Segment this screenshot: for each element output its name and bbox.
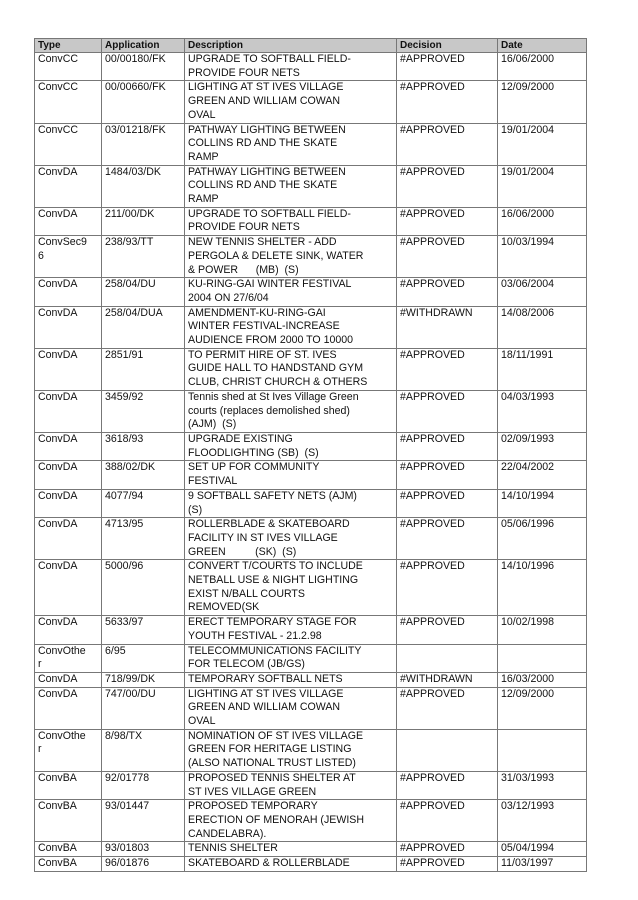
date-cell: 22/04/2002 bbox=[498, 461, 587, 489]
decision-cell: #APPROVED bbox=[397, 348, 498, 390]
table-row bbox=[35, 432, 587, 460]
date-cell: 02/09/1993 bbox=[498, 432, 587, 460]
type-cell: ConvBA bbox=[35, 800, 102, 842]
table-row bbox=[35, 306, 587, 348]
type-cell: ConvDA bbox=[35, 348, 102, 390]
col-header-description: Description bbox=[185, 39, 397, 53]
decision-cell: #APPROVED bbox=[397, 278, 498, 306]
application-cell: 00/00180/FK bbox=[102, 53, 185, 81]
application-cell: 93/01803 bbox=[102, 842, 185, 857]
type-cell: ConvDA bbox=[35, 616, 102, 644]
application-cell: 747/00/DU bbox=[102, 687, 185, 729]
table-row bbox=[35, 729, 587, 771]
description-cell: ERECT TEMPORARY STAGE FOR YOUTH FESTIVAL - 21.2.98 bbox=[185, 616, 397, 644]
description-cell: TEMPORARY SOFTBALL NETS bbox=[185, 672, 397, 687]
date-cell: 14/10/1994 bbox=[498, 489, 587, 517]
description-cell: TO PERMIT HIRE OF ST. IVES GUIDE HALL TO HANDSTAND GYM CLUB, CHRIST CHURCH & OTHERS bbox=[185, 348, 397, 390]
description-cell: UPGRADE EXISTING FLOODLIGHTING (SB) (S) bbox=[185, 432, 397, 460]
type-cell: ConvDA bbox=[35, 518, 102, 560]
application-cell: 718/99/DK bbox=[102, 672, 185, 687]
date-cell bbox=[498, 729, 587, 771]
table-row bbox=[35, 842, 587, 857]
application-cell: 4713/95 bbox=[102, 518, 185, 560]
decision-cell: #APPROVED bbox=[397, 123, 498, 165]
table-row bbox=[35, 687, 587, 729]
application-cell: 2851/91 bbox=[102, 348, 185, 390]
type-cell: ConvCC bbox=[35, 53, 102, 81]
description-cell: UPGRADE TO SOFTBALL FIELD- PROVIDE FOUR NETS bbox=[185, 207, 397, 235]
type-cell: ConvDA bbox=[35, 687, 102, 729]
description-cell: LIGHTING AT ST IVES VILLAGE GREEN AND WILLIAM COWAN OVAL bbox=[185, 687, 397, 729]
decision-cell: #APPROVED bbox=[397, 432, 498, 460]
date-cell: 04/03/1993 bbox=[498, 390, 587, 432]
application-cell: 93/01447 bbox=[102, 800, 185, 842]
table-row bbox=[35, 518, 587, 560]
application-cell: 388/02/DK bbox=[102, 461, 185, 489]
type-cell: ConvBA bbox=[35, 771, 102, 799]
decision-cell: #WITHDRAWN bbox=[397, 306, 498, 348]
date-cell: 16/06/2000 bbox=[498, 207, 587, 235]
application-cell: 96/01876 bbox=[102, 857, 185, 872]
date-cell: 03/06/2004 bbox=[498, 278, 587, 306]
description-cell: PATHWAY LIGHTING BETWEEN COLLINS RD AND THE SKATE RAMP bbox=[185, 165, 397, 207]
decision-cell: #APPROVED bbox=[397, 165, 498, 207]
application-cell: 03/01218/FK bbox=[102, 123, 185, 165]
table-row bbox=[35, 123, 587, 165]
decision-cell: #APPROVED bbox=[397, 461, 498, 489]
date-cell bbox=[498, 644, 587, 672]
description-cell: PROPOSED TENNIS SHELTER AT ST IVES VILLAGE GREEN bbox=[185, 771, 397, 799]
application-cell: 8/98/TX bbox=[102, 729, 185, 771]
decision-cell: #APPROVED bbox=[397, 390, 498, 432]
table-row bbox=[35, 857, 587, 872]
application-cell: 4077/94 bbox=[102, 489, 185, 517]
table-row bbox=[35, 278, 587, 306]
table-body bbox=[35, 53, 587, 872]
decision-cell: #APPROVED bbox=[397, 800, 498, 842]
date-cell: 19/01/2004 bbox=[498, 165, 587, 207]
date-cell: 10/02/1998 bbox=[498, 616, 587, 644]
description-cell: NEW TENNIS SHELTER - ADD PERGOLA & DELETE SINK, WATER & POWER (MB) (S) bbox=[185, 236, 397, 278]
description-cell: PATHWAY LIGHTING BETWEEN COLLINS RD AND THE SKATE RAMP bbox=[185, 123, 397, 165]
date-cell: 19/01/2004 bbox=[498, 123, 587, 165]
col-header-type: Type bbox=[35, 39, 102, 53]
decision-cell: #APPROVED bbox=[397, 53, 498, 81]
table-row bbox=[35, 489, 587, 517]
decision-cell: #APPROVED bbox=[397, 687, 498, 729]
date-cell: 03/12/1993 bbox=[498, 800, 587, 842]
type-cell: ConvCC bbox=[35, 81, 102, 123]
table-row bbox=[35, 461, 587, 489]
header-row bbox=[35, 39, 587, 53]
table-row bbox=[35, 53, 587, 81]
application-cell: 5633/97 bbox=[102, 616, 185, 644]
application-cell: 3459/92 bbox=[102, 390, 185, 432]
type-cell: ConvDA bbox=[35, 278, 102, 306]
table-row bbox=[35, 348, 587, 390]
date-cell: 10/03/1994 bbox=[498, 236, 587, 278]
type-cell: ConvDA bbox=[35, 489, 102, 517]
decision-cell: #APPROVED bbox=[397, 560, 498, 616]
date-cell: 16/06/2000 bbox=[498, 53, 587, 81]
description-cell: SKATEBOARD & ROLLERBLADE bbox=[185, 857, 397, 872]
application-cell: 3618/93 bbox=[102, 432, 185, 460]
date-cell: 31/03/1993 bbox=[498, 771, 587, 799]
application-cell: 238/93/TT bbox=[102, 236, 185, 278]
description-cell: LIGHTING AT ST IVES VILLAGE GREEN AND WILLIAM COWAN OVAL bbox=[185, 81, 397, 123]
table-row bbox=[35, 81, 587, 123]
decision-cell bbox=[397, 729, 498, 771]
description-cell: UPGRADE TO SOFTBALL FIELD- PROVIDE FOUR NETS bbox=[185, 53, 397, 81]
applications-table bbox=[34, 38, 587, 872]
type-cell: ConvSec9 6 bbox=[35, 236, 102, 278]
type-cell: ConvCC bbox=[35, 123, 102, 165]
table-row bbox=[35, 644, 587, 672]
type-cell: ConvBA bbox=[35, 842, 102, 857]
date-cell: 05/04/1994 bbox=[498, 842, 587, 857]
date-cell: 12/09/2000 bbox=[498, 687, 587, 729]
date-cell: 14/08/2006 bbox=[498, 306, 587, 348]
type-cell: ConvDA bbox=[35, 306, 102, 348]
decision-cell: #APPROVED bbox=[397, 842, 498, 857]
decision-cell: #APPROVED bbox=[397, 857, 498, 872]
description-cell: TENNIS SHELTER bbox=[185, 842, 397, 857]
date-cell: 18/11/1991 bbox=[498, 348, 587, 390]
type-cell: ConvDA bbox=[35, 432, 102, 460]
date-cell: 05/06/1996 bbox=[498, 518, 587, 560]
decision-cell: #WITHDRAWN bbox=[397, 672, 498, 687]
decision-cell bbox=[397, 644, 498, 672]
decision-cell: #APPROVED bbox=[397, 616, 498, 644]
description-cell: 9 SOFTBALL SAFETY NETS (AJM) (S) bbox=[185, 489, 397, 517]
description-cell: CONVERT T/COURTS TO INCLUDE NETBALL USE & NIGHT LIGHTING EXIST N/BALL COURTS REMOVED(SK bbox=[185, 560, 397, 616]
description-cell: AMENDMENT-KU-RING-GAI WINTER FESTIVAL-INCREASE AUDIENCE FROM 2000 TO 10000 bbox=[185, 306, 397, 348]
table-row bbox=[35, 207, 587, 235]
type-cell: ConvOthe r bbox=[35, 729, 102, 771]
col-header-application: Application bbox=[102, 39, 185, 53]
application-cell: 5000/96 bbox=[102, 560, 185, 616]
decision-cell: #APPROVED bbox=[397, 518, 498, 560]
description-cell: SET UP FOR COMMUNITY FESTIVAL bbox=[185, 461, 397, 489]
table-row bbox=[35, 616, 587, 644]
table-row bbox=[35, 771, 587, 799]
application-cell: 258/04/DUA bbox=[102, 306, 185, 348]
type-cell: ConvDA bbox=[35, 207, 102, 235]
table-row bbox=[35, 165, 587, 207]
type-cell: ConvDA bbox=[35, 461, 102, 489]
decision-cell: #APPROVED bbox=[397, 81, 498, 123]
date-cell: 16/03/2000 bbox=[498, 672, 587, 687]
col-header-decision: Decision bbox=[397, 39, 498, 53]
type-cell: ConvDA bbox=[35, 560, 102, 616]
application-cell: 211/00/DK bbox=[102, 207, 185, 235]
application-cell: 6/95 bbox=[102, 644, 185, 672]
date-cell: 12/09/2000 bbox=[498, 81, 587, 123]
type-cell: ConvDA bbox=[35, 672, 102, 687]
description-cell: Tennis shed at St Ives Village Green courts (replaces demolished shed) (AJM) (S) bbox=[185, 390, 397, 432]
table-row bbox=[35, 560, 587, 616]
application-cell: 00/00660/FK bbox=[102, 81, 185, 123]
date-cell: 11/03/1997 bbox=[498, 857, 587, 872]
decision-cell: #APPROVED bbox=[397, 489, 498, 517]
decision-cell: #APPROVED bbox=[397, 236, 498, 278]
application-cell: 1484/03/DK bbox=[102, 165, 185, 207]
type-cell: ConvDA bbox=[35, 390, 102, 432]
table-row bbox=[35, 800, 587, 842]
description-cell: PROPOSED TEMPORARY ERECTION OF MENORAH (JEWISH CANDELABRA). bbox=[185, 800, 397, 842]
table-row bbox=[35, 390, 587, 432]
table-row bbox=[35, 236, 587, 278]
description-cell: ROLLERBLADE & SKATEBOARD FACILITY IN ST IVES VILLAGE GREEN (SK) (S) bbox=[185, 518, 397, 560]
description-cell: TELECOMMUNICATIONS FACILITY FOR TELECOM (JB/GS) bbox=[185, 644, 397, 672]
type-cell: ConvDA bbox=[35, 165, 102, 207]
table-row bbox=[35, 672, 587, 687]
description-cell: NOMINATION OF ST IVES VILLAGE GREEN FOR HERITAGE LISTING (ALSO NATIONAL TRUST LISTED) bbox=[185, 729, 397, 771]
decision-cell: #APPROVED bbox=[397, 771, 498, 799]
date-cell: 14/10/1996 bbox=[498, 560, 587, 616]
type-cell: ConvBA bbox=[35, 857, 102, 872]
application-cell: 92/01778 bbox=[102, 771, 185, 799]
col-header-date: Date bbox=[498, 39, 587, 53]
decision-cell: #APPROVED bbox=[397, 207, 498, 235]
type-cell: ConvOthe r bbox=[35, 644, 102, 672]
application-cell: 258/04/DU bbox=[102, 278, 185, 306]
description-cell: KU-RING-GAI WINTER FESTIVAL 2004 ON 27/6/04 bbox=[185, 278, 397, 306]
application-register bbox=[34, 38, 586, 872]
